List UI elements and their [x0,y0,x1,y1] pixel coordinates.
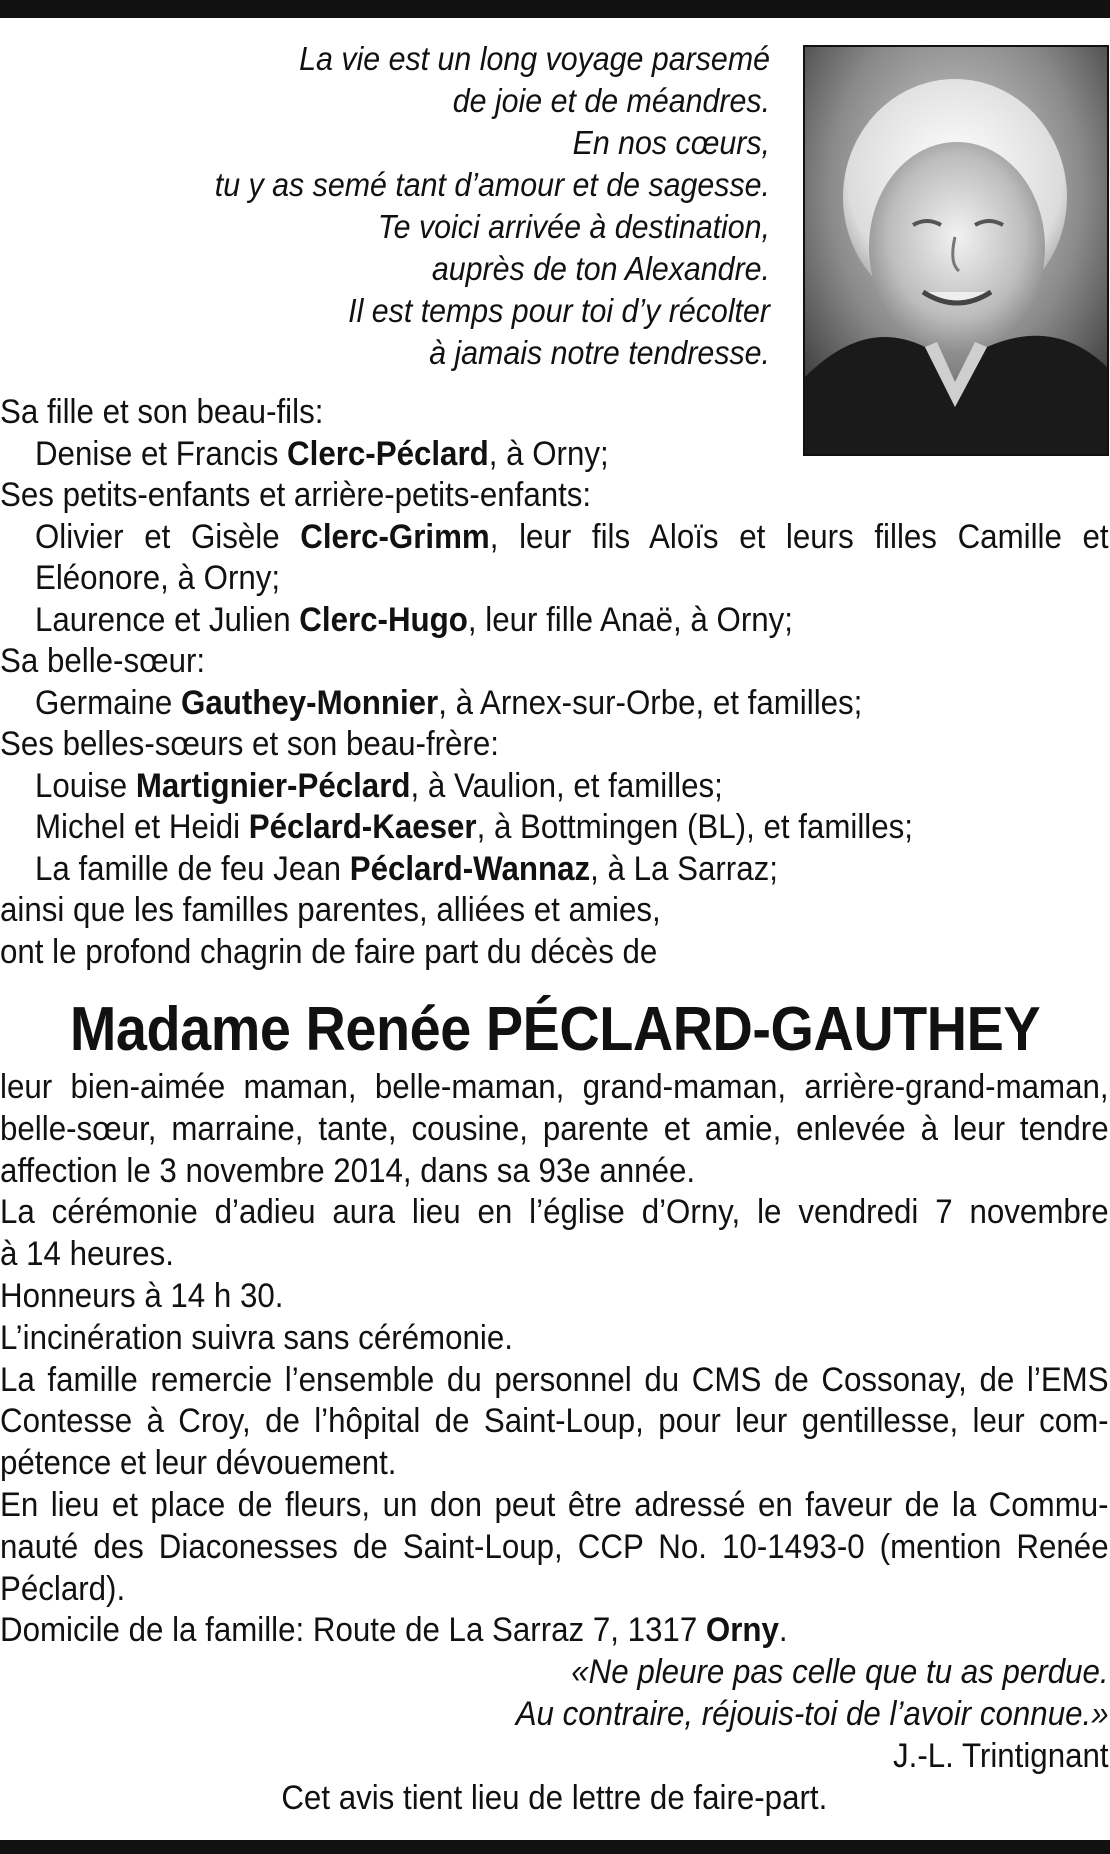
domicile-town: Orny [705,1611,779,1650]
family-surname: Clerc-Péclard [287,434,489,473]
family-surname: Clerc-Hugo [299,600,468,639]
poem-line: La vie est un long voyage parsemé [299,40,770,77]
bottom-rule [0,1840,1110,1854]
family-entry: La famille de feu Jean Péclard-Wannaz, à La Sarraz; [34,849,778,888]
quote-line: Au contraire, réjouis-toi de l’avoir connue.» [515,1694,1109,1733]
family-entry: Laurence et Julien Clerc-Hugo, leur fille Anaë, à Orny; [34,600,793,639]
quote-line: «Ne pleure pas celle que tu as perdue. [571,1653,1109,1692]
thanks-line: La famille remercie l’ensemble du personnel du CMS de Cossonay, de l’EMS [0,1360,1109,1399]
family-entry-continued: Eléonore, à Orny; [34,559,281,597]
family-surname: Gauthey-Monnier [180,683,439,722]
donation-line: Péclard). [0,1569,126,1608]
poem-line: auprès de ton Alexandre. [431,250,770,287]
donation-line: nauté des Diaconesses de Saint-Loup, CCP No. 10-1493-0 (mention Renée [0,1527,1109,1566]
family-surname: Péclard-Kaeser [248,808,477,846]
family-entry: Germaine Gauthey-Monnier, à Arnex-sur-Orbe, et familles; [34,683,863,722]
in-laws-heading: Ses belles-sœurs et son beau-frère: [0,725,499,763]
notice-details [0,1067,1109,1819]
detail-line: leur bien-aimée maman, belle-maman, grand-maman, arrière-grand-maman, [0,1068,1109,1106]
family-entry: Louise Martignier-Péclard, à Vaulion, et familles; [34,766,723,805]
deceased-name: Madame Renée PÉCLARD-GAUTHEY [69,995,1041,1064]
footer-note: Cet avis tient lieu de lettre de faire-part. [281,1778,828,1817]
daughter-heading: Sa fille et son beau-fils: [0,393,324,431]
honours-line: Honneurs à 14 h 30. [0,1276,284,1315]
family-list [0,392,1109,973]
poem-line: Il est temps pour toi d’y récolter [348,292,770,329]
family-surname: Péclard-Wannaz [349,849,591,888]
top-rule [0,0,1110,18]
family-surname: Clerc-Grimm [300,517,490,556]
ceremony-line: à 14 heures. [0,1235,174,1274]
incineration-line: L’incinération suivra sans cérémonie. [0,1318,513,1357]
poem-line: de joie et de méandres. [452,82,770,119]
closing-line: ont le profond chagrin de faire part du décès de [0,932,658,971]
grandchildren-heading: Ses petits-enfants et arrière-petits-enfants: [0,476,592,514]
thanks-line: pétence et leur dévouement. [0,1444,397,1483]
ceremony-line: La cérémonie d’adieu aura lieu en l’église d’Orny, le vendredi 7 novembre [0,1193,1109,1232]
quote-author: J.-L. Trintignant [893,1736,1109,1775]
closing-line: ainsi que les familles parentes, alliées et amies, [0,891,661,929]
detail-line: affection le 3 novembre 2014, dans sa 93e année. [0,1151,696,1190]
poem-line: En nos cœurs, [572,124,770,161]
poem [117,38,770,374]
family-surname: Martignier-Péclard [135,766,411,805]
poem-line: Te voici arrivée à destination, [377,208,770,245]
thanks-line: Contesse à Croy, de l’hôpital de Saint-Loup, pour leur gentillesse, leur com- [0,1402,1109,1441]
domicile-line: Domicile de la famille: Route de La Sarraz 7, 1317 Orny. [0,1611,788,1650]
sister-in-law-heading: Sa belle-sœur: [0,642,206,680]
family-entry: Olivier et Gisèle Clerc-Grimm, leur fils Aloïs et leurs filles Camille et [34,517,1109,556]
poem-line: tu y as semé tant d’amour et de sagesse. [214,166,770,203]
detail-line: belle-sœur, marraine, tante, cousine, parente et amie, enlevée à leur tendre [0,1109,1109,1148]
family-entry: Denise et Francis Clerc-Péclard, à Orny; [34,434,609,473]
donation-line: En lieu et place de fleurs, un don peut être adressé en faveur de la Commu- [0,1485,1109,1524]
poem-line: à jamais notre tendresse. [429,334,770,371]
family-entry: Michel et Heidi Péclard-Kaeser, à Bottmingen (BL), et familles; [34,808,913,846]
